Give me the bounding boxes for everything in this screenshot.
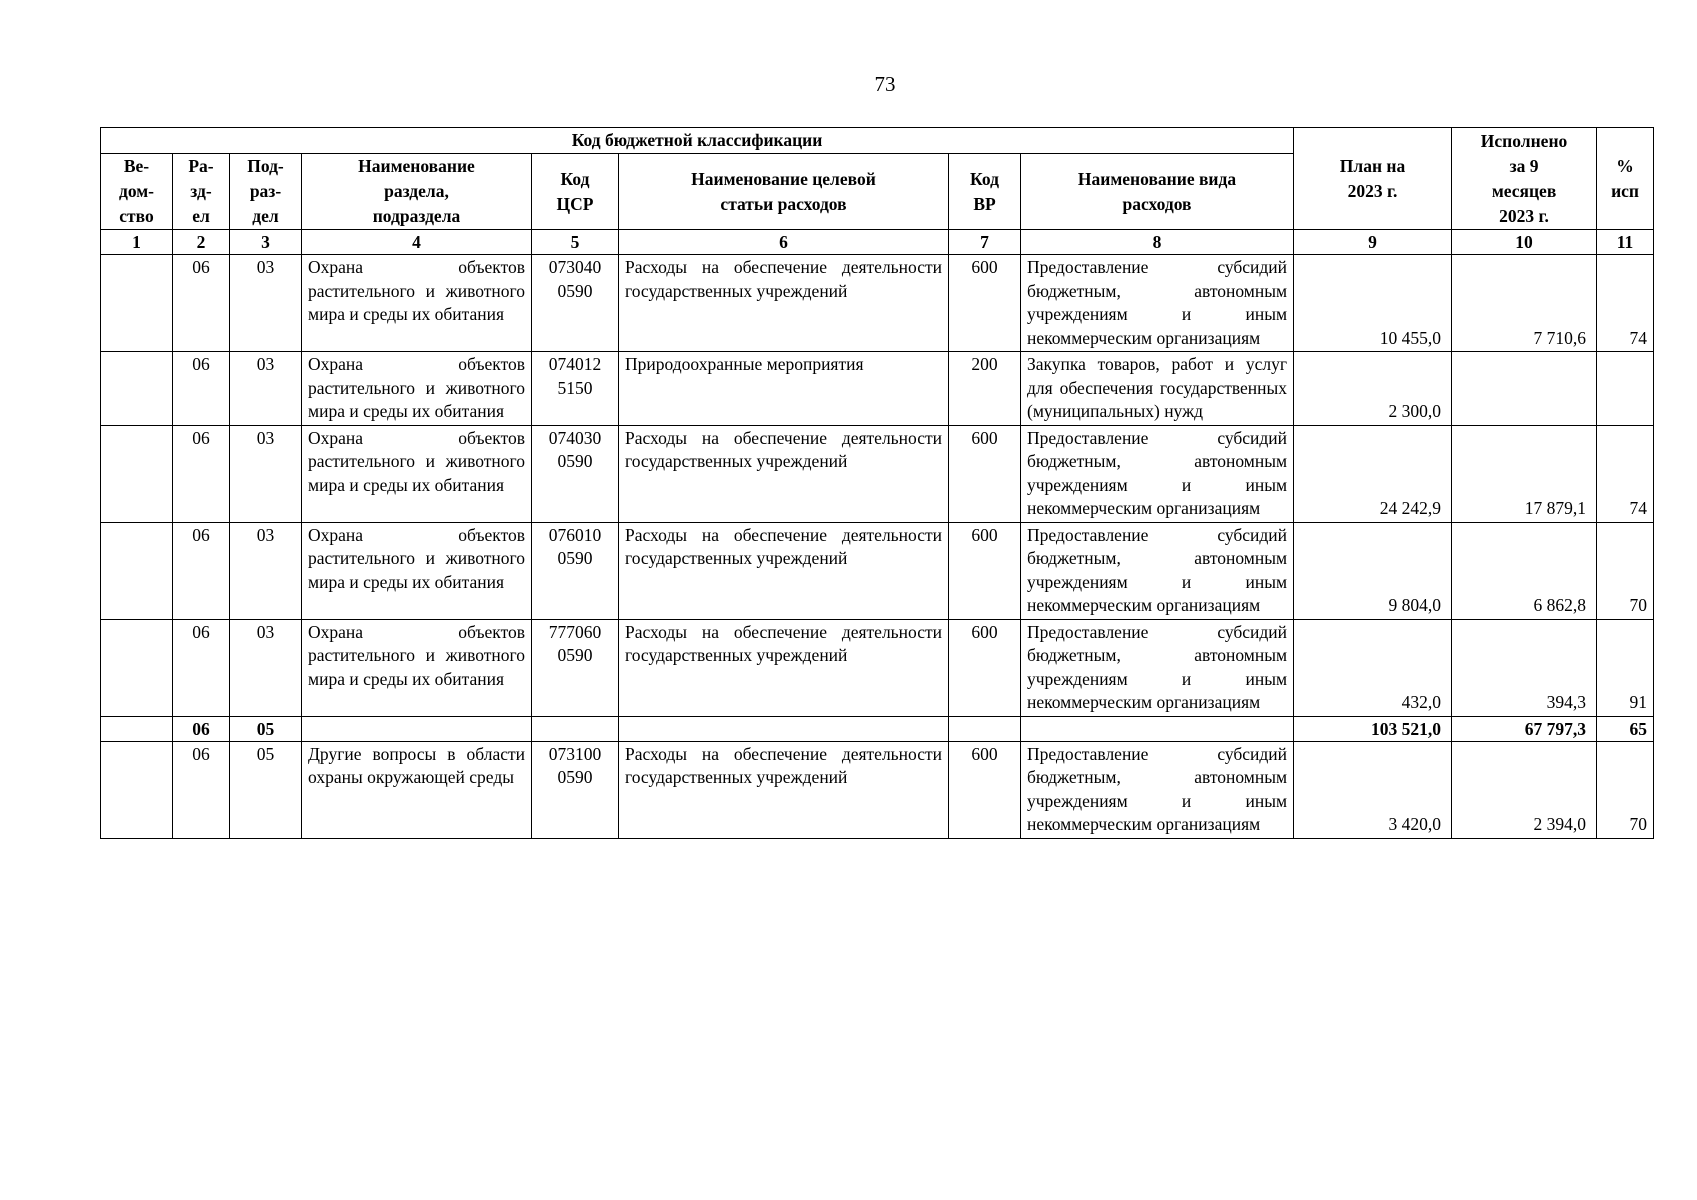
header-vr: Код ВР [949, 154, 1021, 230]
cell-plan: 9 804,0 [1294, 522, 1452, 619]
cell-plan: 103 521,0 [1294, 716, 1452, 741]
cell-target-name: Природоохранные мероприятия [619, 352, 949, 426]
cell-vedomstvo [101, 352, 173, 426]
cell-section-name: Охрана объектов растительного и животного мира и среды их обитания [302, 619, 532, 716]
cell-vr: 600 [949, 619, 1021, 716]
cell-pct: 74 [1597, 425, 1654, 522]
cell-pct: 91 [1597, 619, 1654, 716]
header-expense-type: Наименование вида расходов [1021, 154, 1294, 230]
cell-section-name: Охрана объектов растительного и животного мира и среды их обитания [302, 255, 532, 352]
cell-razdel: 06 [173, 255, 230, 352]
cell-csr: 076010 0590 [532, 522, 619, 619]
cell-vedomstvo [101, 425, 173, 522]
column-number: 8 [1021, 230, 1294, 255]
cell-target-name: Расходы на обеспечение деятельности государственных учреждений [619, 619, 949, 716]
column-number: 1 [101, 230, 173, 255]
cell-expense-type: Предоставление субсидий бюджетным, автономным учреждениям и иным некоммерческим организациям [1021, 741, 1294, 838]
cell-razdel: 06 [173, 619, 230, 716]
cell-target-name [619, 716, 949, 741]
cell-vedomstvo [101, 522, 173, 619]
header-section-name: Наименование раздела, подраздела [302, 154, 532, 230]
cell-csr: 074030 0590 [532, 425, 619, 522]
cell-section-name: Охрана объектов растительного и животного мира и среды их обитания [302, 352, 532, 426]
cell-podrazdel: 03 [230, 522, 302, 619]
cell-vedomstvo [101, 255, 173, 352]
cell-expense-type: Предоставление субсидий бюджетным, автономным учреждениям и иным некоммерческим организациям [1021, 619, 1294, 716]
column-number: 10 [1452, 230, 1597, 255]
subtotal-row [101, 716, 1654, 741]
cell-razdel: 06 [173, 352, 230, 426]
cell-section-name: Охрана объектов растительного и животного мира и среды их обитания [302, 425, 532, 522]
header-plan: План на 2023 г. [1294, 128, 1452, 230]
cell-razdel: 06 [173, 425, 230, 522]
cell-plan: 432,0 [1294, 619, 1452, 716]
cell-plan: 10 455,0 [1294, 255, 1452, 352]
cell-vr [949, 716, 1021, 741]
cell-done: 2 394,0 [1452, 741, 1597, 838]
header-target-name: Наименование целевой статьи расходов [619, 154, 949, 230]
cell-target-name: Расходы на обеспечение деятельности государственных учреждений [619, 741, 949, 838]
column-number: 4 [302, 230, 532, 255]
cell-expense-type: Предоставление субсидий бюджетным, автономным учреждениям и иным некоммерческим организациям [1021, 522, 1294, 619]
page-number: 73 [874, 72, 896, 96]
cell-razdel: 06 [173, 716, 230, 741]
table-row [101, 255, 1654, 352]
cell-target-name: Расходы на обеспечение деятельности государственных учреждений [619, 425, 949, 522]
cell-vr: 600 [949, 255, 1021, 352]
cell-target-name: Расходы на обеспечение деятельности государственных учреждений [619, 522, 949, 619]
column-number: 2 [173, 230, 230, 255]
cell-expense-type: Предоставление субсидий бюджетным, автономным учреждениям и иным некоммерческим организациям [1021, 255, 1294, 352]
table-row [101, 425, 1654, 522]
column-number: 3 [230, 230, 302, 255]
cell-section-name: Другие вопросы в области охраны окружающей среды [302, 741, 532, 838]
cell-done: 17 879,1 [1452, 425, 1597, 522]
cell-podrazdel: 05 [230, 741, 302, 838]
cell-razdel: 06 [173, 522, 230, 619]
cell-done: 6 862,8 [1452, 522, 1597, 619]
budget-table [100, 127, 1654, 839]
cell-vedomstvo [101, 716, 173, 741]
cell-csr: 074012 5150 [532, 352, 619, 426]
column-number: 9 [1294, 230, 1452, 255]
cell-section-name [302, 716, 532, 741]
cell-podrazdel: 03 [230, 425, 302, 522]
cell-vedomstvo [101, 619, 173, 716]
cell-done: 7 710,6 [1452, 255, 1597, 352]
column-number: 7 [949, 230, 1021, 255]
cell-section-name: Охрана объектов растительного и животного мира и среды их обитания [302, 522, 532, 619]
cell-target-name: Расходы на обеспечение деятельности государственных учреждений [619, 255, 949, 352]
cell-csr [532, 716, 619, 741]
cell-expense-type: Предоставление субсидий бюджетным, автономным учреждениям и иным некоммерческим организациям [1021, 425, 1294, 522]
cell-vr: 600 [949, 425, 1021, 522]
column-number: 6 [619, 230, 949, 255]
cell-plan: 2 300,0 [1294, 352, 1452, 426]
table-body [101, 255, 1654, 839]
cell-expense-type: Закупка товаров, работ и услуг для обеспечения государственных (муниципальных) нужд [1021, 352, 1294, 426]
cell-vedomstvo [101, 741, 173, 838]
cell-pct: 65 [1597, 716, 1654, 741]
cell-podrazdel: 03 [230, 619, 302, 716]
cell-pct: 74 [1597, 255, 1654, 352]
cell-podrazdel: 05 [230, 716, 302, 741]
header-vedomstvo: Ве- дом- ство [101, 154, 173, 230]
cell-vr: 600 [949, 741, 1021, 838]
cell-podrazdel: 03 [230, 255, 302, 352]
cell-pct: 70 [1597, 522, 1654, 619]
column-number: 11 [1597, 230, 1654, 255]
header-podrazdel: Под- раз- дел [230, 154, 302, 230]
cell-done [1452, 352, 1597, 426]
cell-csr: 073040 0590 [532, 255, 619, 352]
header-done: Исполнено за 9 месяцев 2023 г. [1452, 128, 1597, 230]
cell-csr: 073100 0590 [532, 741, 619, 838]
table-row [101, 352, 1654, 426]
cell-vr: 600 [949, 522, 1021, 619]
cell-razdel: 06 [173, 741, 230, 838]
column-numbers-row [101, 230, 1654, 255]
cell-csr: 777060 0590 [532, 619, 619, 716]
cell-done: 67 797,3 [1452, 716, 1597, 741]
cell-done: 394,3 [1452, 619, 1597, 716]
table-row [101, 741, 1654, 838]
header-razdel: Ра- зд- ел [173, 154, 230, 230]
cell-plan: 24 242,9 [1294, 425, 1452, 522]
header-csr: Код ЦСР [532, 154, 619, 230]
table-header [101, 128, 1654, 255]
table-row [101, 619, 1654, 716]
cell-pct: 70 [1597, 741, 1654, 838]
cell-vr: 200 [949, 352, 1021, 426]
cell-expense-type [1021, 716, 1294, 741]
cell-podrazdel: 03 [230, 352, 302, 426]
table-row [101, 522, 1654, 619]
column-number: 5 [532, 230, 619, 255]
cell-pct [1597, 352, 1654, 426]
header-pct: % исп [1597, 128, 1654, 230]
header-group-title: Код бюджетной классификации [101, 128, 1294, 154]
cell-plan: 3 420,0 [1294, 741, 1452, 838]
